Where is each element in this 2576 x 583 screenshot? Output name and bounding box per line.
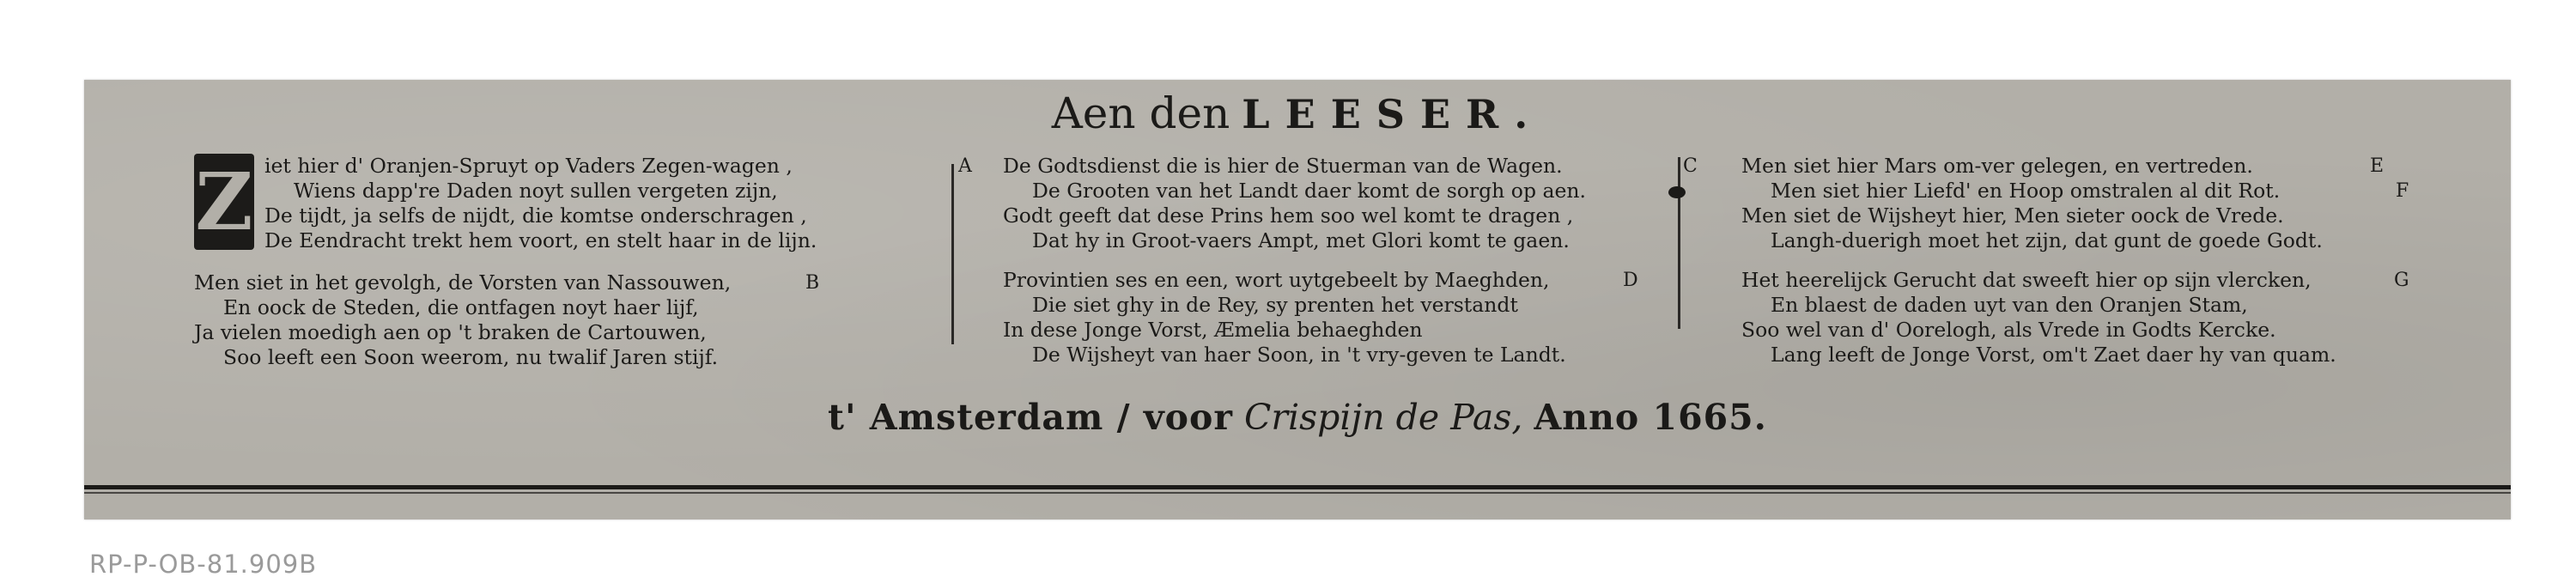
plate-letter: D — [1623, 270, 1638, 291]
verse-line: Die siet ghy in de Rey, sy prenten het verstandt — [1032, 293, 1518, 317]
verse-line: Soo leeft een Soon weerom, nu twalif Jaren stijf. — [223, 345, 719, 369]
verse-line: Het heerelijck Gerucht dat sweeft hier op sijn vlercken, G — [1741, 268, 2409, 292]
plate-letter: A — [958, 155, 972, 177]
verse-line: In dese Jonge Vorst, Æmelia behaeghden — [1003, 318, 1423, 342]
imprint-publisher: Crispijn de Pas, — [1244, 397, 1523, 438]
stanza — [1003, 154, 1741, 253]
column-divider — [1678, 157, 1680, 329]
imprint-year: Anno 1665. — [1534, 397, 1767, 438]
verse-line: iet hier d' Oranjen-Spruyt op Vaders Zegen-wagen , A — [264, 154, 972, 178]
stanza — [1003, 268, 1741, 367]
verse-line: Men siet hier Mars om-ver gelegen, en vertreden. E — [1741, 154, 2385, 178]
verse-line: En blaest de daden uyt van den Oranjen Stam, — [1771, 293, 2248, 317]
verse-line: Godt geeft dat dese Prins hem soo wel komt te dragen , — [1003, 203, 1574, 228]
verse-line: De Grooten van het Landt daer komt de sorgh op aen. — [1032, 179, 1586, 203]
verse-line: Lang leeft de Jonge Vorst, om't Zaet daer hy van quam. — [1771, 343, 2336, 367]
imprint-place: t' Amsterdam / voor — [828, 397, 1233, 438]
imprint-line — [84, 397, 2511, 438]
decorated-initial: Z — [195, 155, 253, 248]
bottom-rule-thin — [84, 492, 2511, 494]
title-emphasis: LEESER. — [1242, 91, 1544, 137]
plate-letter: F — [2396, 180, 2409, 202]
left-column — [194, 154, 972, 385]
verse-line: En oock de Steden, die ontfagen noyt haer lijf, — [223, 295, 699, 319]
right-column — [1741, 154, 2480, 382]
plate-letter: G — [2394, 270, 2409, 291]
catalog-number: RP-P-OB-81.909B — [89, 550, 318, 579]
verse-line: Ja vielen moedigh aen op 't braken de Cartouwen, — [194, 320, 707, 344]
verse-line: De tijdt, ja selfs de nijdt, die komtse onderschragen , — [264, 203, 807, 228]
plate-letter: C — [1683, 155, 1698, 177]
verse-line: Soo wel van d' Oorelogh, als Vrede in Godts Kercke. — [1741, 318, 2276, 342]
verse-line: Men siet hier Liefd' en Hoop omstralen al dit Rot. F — [1771, 179, 2409, 203]
stanza — [1741, 154, 2480, 253]
verse-line: De Eendracht trekt hem voort, en stelt haar in de lijn. — [264, 228, 817, 252]
verse-line: Provintien ses en een, wort uytgebeelt by Maeghden, D — [1003, 268, 1638, 292]
column-divider — [951, 164, 954, 344]
verse-line: Men siet in het gevolgh, de Vorsten van Nassouwen, B — [194, 270, 820, 295]
verse-line: Men siet de Wijsheyt hier, Men sieter oock de Vrede. — [1741, 203, 2284, 228]
page-title — [84, 88, 2511, 138]
verse-line: Langh-duerigh moet het zijn, dat gunt de goede Godt. — [1771, 228, 2323, 252]
stanza — [194, 154, 972, 253]
verse-line: De Godtsdienst die is hier de Stuerman van de Wagen. C — [1003, 154, 1698, 178]
verse-line: Wiens dapp're Daden noyt sullen vergeten zijn, — [294, 179, 778, 203]
verse-line: Dat hy in Groot-vaers Ampt, met Glori komt te gaen. — [1032, 228, 1570, 252]
plate-letter: E — [2370, 155, 2385, 177]
plate-letter: B — [805, 272, 820, 294]
stanza — [1741, 268, 2480, 367]
ink-blot — [1668, 186, 1686, 198]
stanza — [194, 270, 933, 370]
title-word: Aen den — [1051, 88, 1230, 138]
bottom-rule — [84, 485, 2511, 489]
printed-sheet — [84, 80, 2511, 519]
middle-column — [1003, 154, 1741, 382]
verse-line: De Wijsheyt van haer Soon, in 't vry-geven te Landt. — [1032, 343, 1566, 367]
